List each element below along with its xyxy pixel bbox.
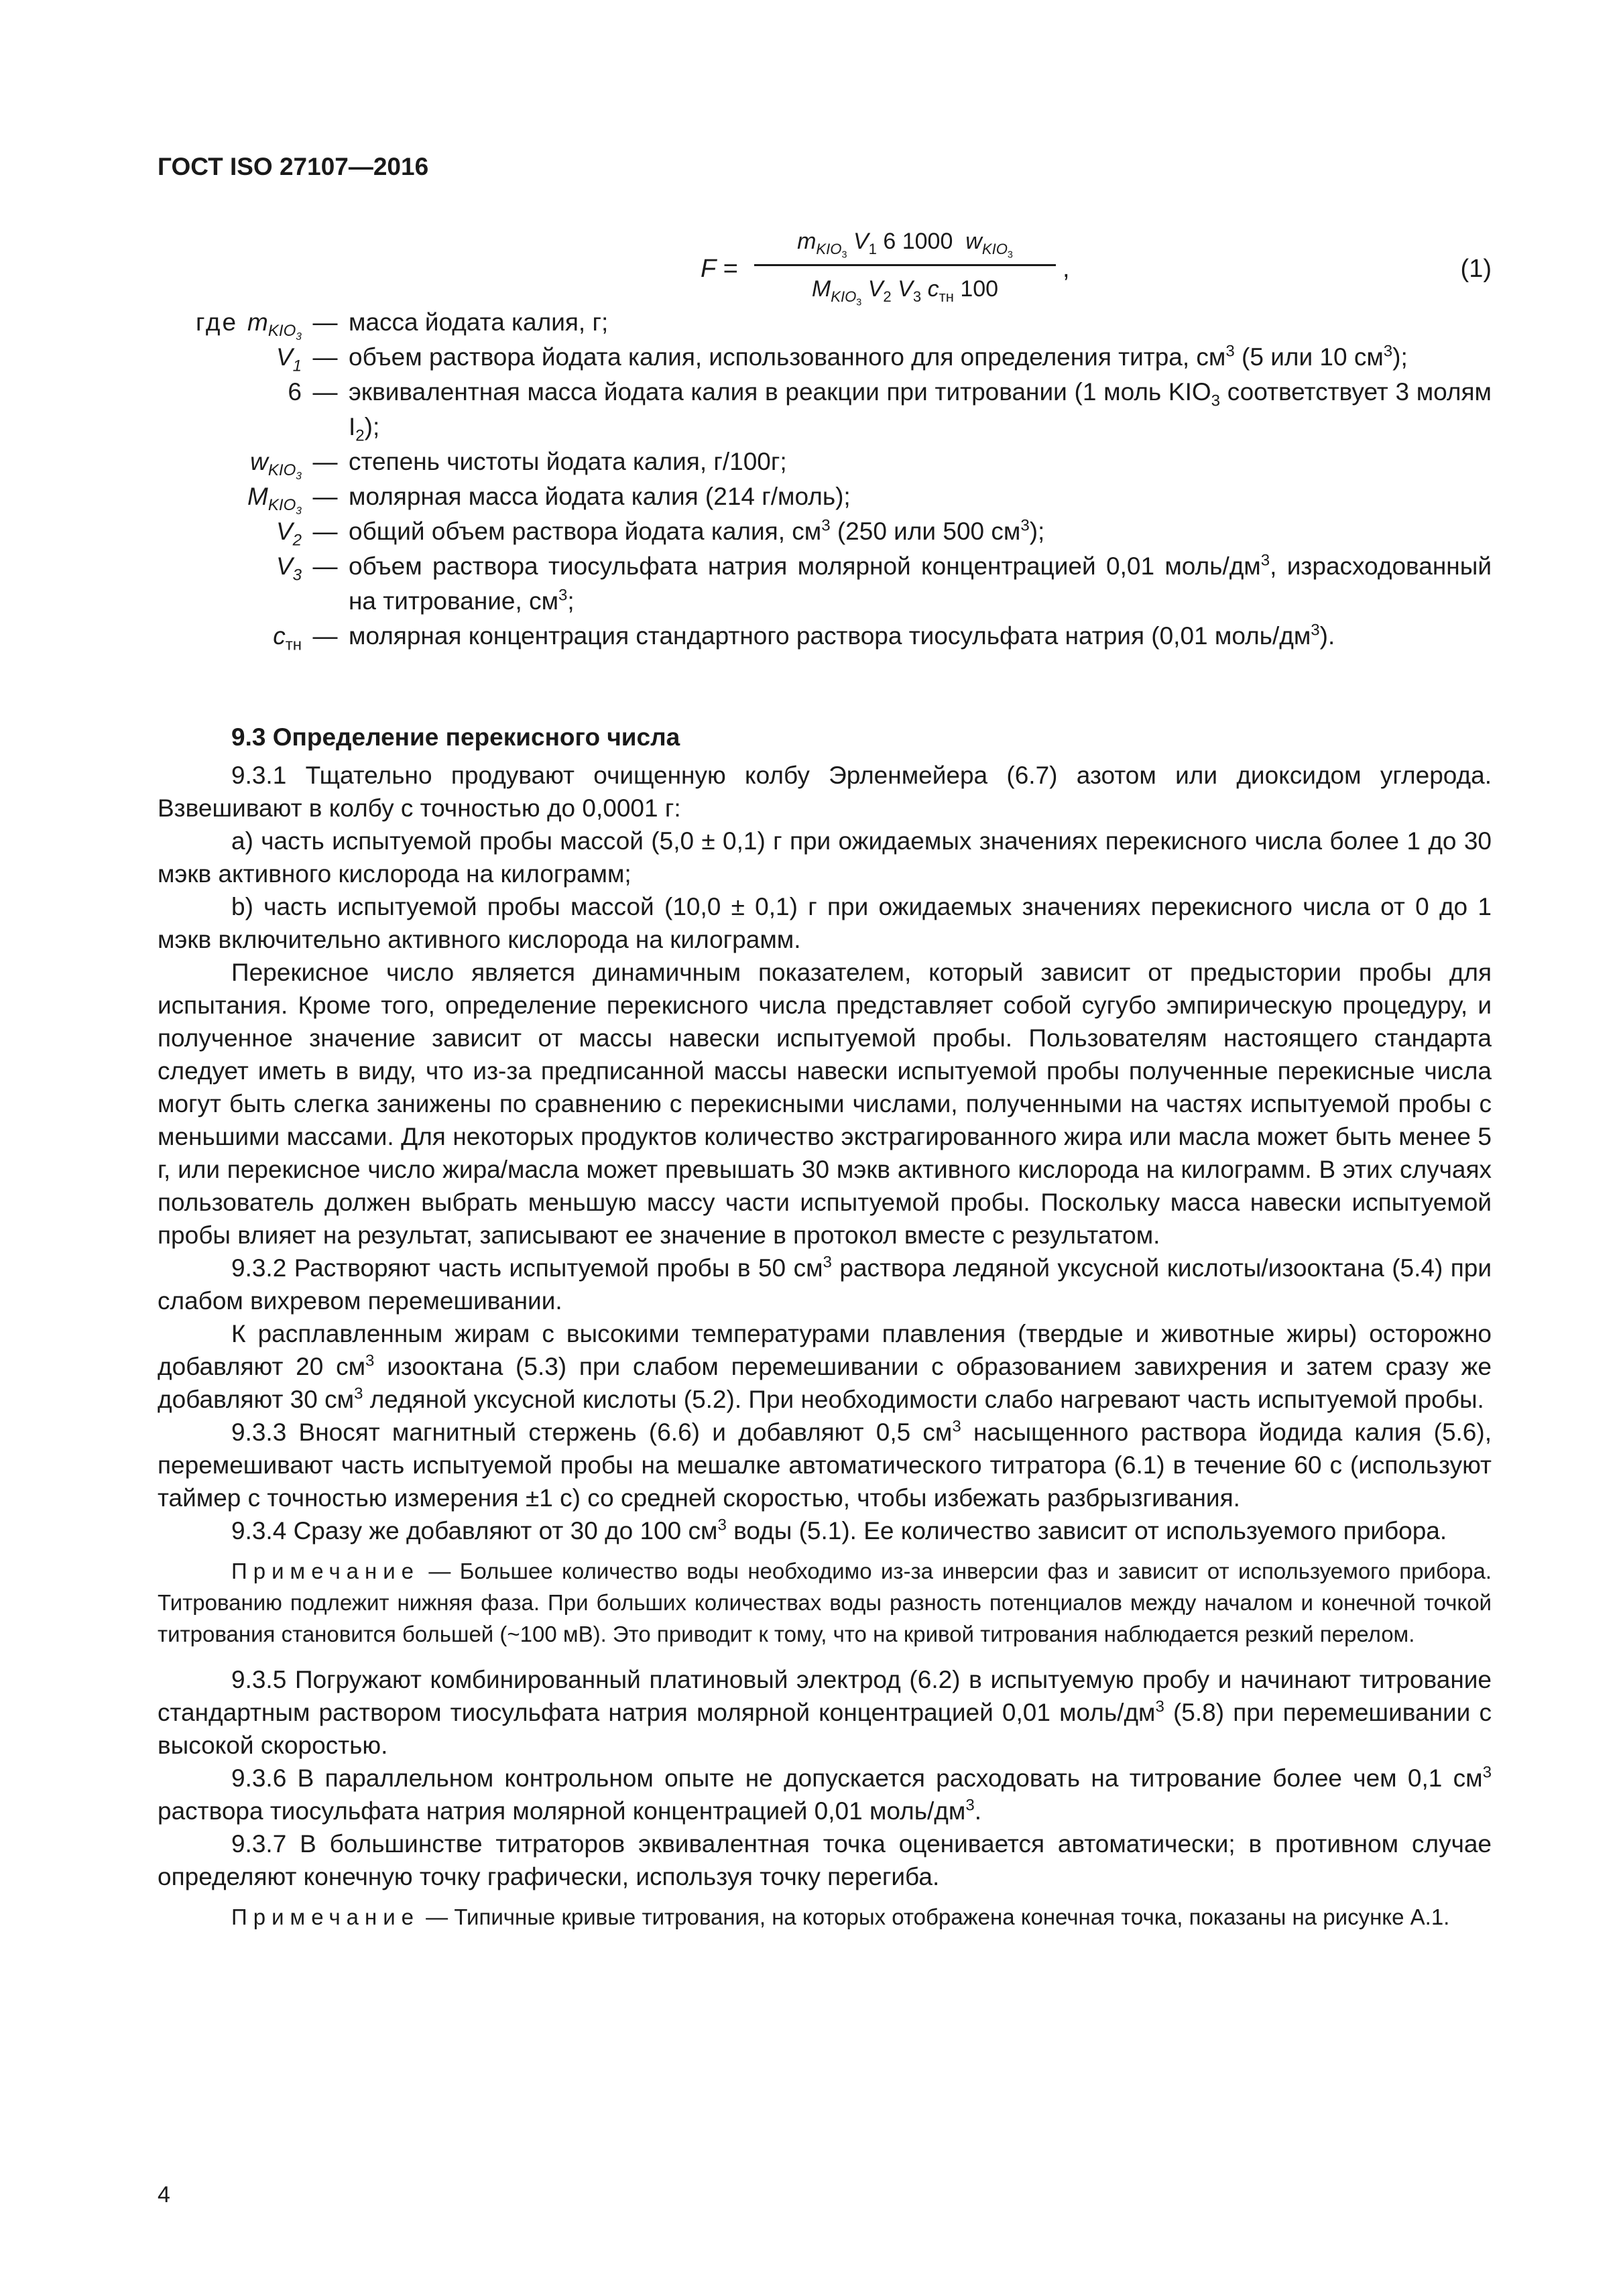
formula-numerator: $m_{KIO_3}$ $V_1$ 6 1000 $w_{KIO_3}$ [797, 229, 1013, 261]
note-label: Примечание [231, 1905, 420, 1929]
note-2: Примечание — Типичные кривые титрования, на которых отображена конечная точка, показаны на рисунке А.1. [231, 1905, 1450, 1929]
paragraph-melted-fats: К расплавленным жирам с высокими температурами плавления (твердые и животные жиры) осторожно добавляют 20 $см^3$ изооктана (5.3) при слабом перемешивании с образованием завихрения и затем сразу же добавляют 30 $см^3$ ледяной уксусной кислоты (5.2). При необходимости слабо нагревают часть испытуемой пробы. [158, 1320, 1492, 1413]
list-item-b: b) часть испытуемой пробы массой (10,0 ± 0,1) г при ожидаемых значениях перекисного числа от 0 до 1 мэкв включительно активного кислорода на килограмм. [158, 893, 1492, 953]
definition-text: объем раствора тиосульфата натрия молярной концентрацией 0,01 моль/$дм^3$, израсходованный на титрование, $см^3$; [349, 551, 1492, 615]
definition-row: $V_1$ — объем раствора йодата калия, использованного для определения титра, $см^3$ (5 или 10 $см^3$); [158, 340, 1492, 375]
definition-text: объем раствора йодата калия, использованного для определения титра, $см^3$ (5 или 10 $см^3$); [349, 342, 1408, 371]
formula-lhs: F = [701, 255, 738, 283]
page-number: 4 [158, 2182, 170, 2208]
definition-row: $c_{тн}$ — молярная концентрация стандартного раствора тиосульфата натрия (0,01 моль/$дм^3$). [158, 619, 1492, 654]
section-heading: 9.3 Определение перекисного числа [231, 723, 680, 751]
definition-text: степень чистоты йодата калия, г/100г; [349, 448, 787, 475]
variable-definitions [158, 305, 1492, 654]
paragraph-9-3-7: 9.3.7 В большинстве титраторов эквивалентная точка оценивается автоматически; в противном случае определяют конечную точку графически, используя точку перегиба. [158, 1830, 1492, 1890]
formula-comma: , [1063, 255, 1070, 283]
list-item-a: a) часть испытуемой пробы массой (5,0 ± 0,1) г при ожидаемых значениях перекисного числа более 1 до 30 мэкв активного кислорода на килограмм; [158, 827, 1492, 888]
equation-number: (1) [1460, 255, 1492, 283]
definition-row: 6 — эквивалентная масса йодата калия в реакции при титровании (1 моль $KIO_3$ соответствует 3 молям $I_2$); [158, 375, 1492, 444]
paragraph-9-3-1: 9.3.1 Тщательно продувают очищенную колбу Эрленмейера (6.7) азотом или диоксидом углерода. Взвешивают в колбу с точностью до 0,0001 г: [158, 762, 1492, 822]
definition-row: $V_3$ — объем раствора тиосульфата натрия молярной концентрацией 0,01 моль/$дм^3$, израсходованный на титрование, $см^3$; [158, 549, 1492, 619]
where-label: где [196, 308, 239, 336]
definition-text: эквивалентная масса йодата калия в реакции при титровании (1 моль $KIO_3$ соответствует 3 молям $I_2$); [349, 378, 1492, 445]
paragraph-9-3-6: 9.3.6 В параллельном контрольном опыте не допускается расходовать на титрование более чем 0,1 $см^3$ раствора тиосульфата натрия молярной концентрацией 0,01 моль/$дм^3$. [158, 1763, 1492, 1825]
paragraph-9-3-2: 9.3.2 Растворяют часть испытуемой пробы в 50 $см^3$ раствора ледяной уксусной кислоты/изооктана (5.4) при слабом вихревом перемешивании. [158, 1253, 1492, 1315]
note-1: Примечание — Большее количество воды необходимо из-за инверсии фаз и зависит от используемого прибора. Титрованию подлежит нижняя фаза. При больших количествах воды разность потенциалов между началом и конечной точкой титрования становится большей (~100 мВ). Это приводит к тому, что на кривой титрования наблюдается резкий перелом. [158, 1559, 1492, 1646]
document-header: ГОСТ ISO 27107—2016 [158, 153, 429, 180]
definition-text: общий объем раствора йодата калия, $см^3$ (250 или 500 $см^3$); [349, 516, 1045, 545]
formula-denominator: $M_{KIO_3}$ $V_2$ $V_3$ $c_{тн}$ 100 [811, 276, 999, 308]
paragraph-peroxide-dynamic: Перекисное число является динамичным показателем, который зависит от предыстории пробы для испытания. Кроме того, определение перекисного числа представляет собой сугубо эмпирическую процедуру, и полученное значение зависит от массы навески испытуемой пробы. Пользователям настоящего стандарта следует иметь в виду, что из-за предписанной массы навески испытуемой пробы полученные перекисные числа могут быть слегка занижены по сравнению с перекисными числами, полученными на частях испытуемой пробы с меньшими массами. Для некоторых продуктов количество экстрагированного жира или масла может быть менее 5 г, или перекисное число жира/масла может превышать 30 мэкв активного кислорода на килограмм. В этих случаях пользователь должен выбрать меньшую массу части испытуемой пробы. Поскольку масса навески испытуемой пробы влияет на результат, записывают ее значение в протокол вместе с результатом. [158, 959, 1492, 1249]
fraction-bar [754, 264, 1056, 266]
formula-fraction [754, 221, 1056, 309]
definition-text: молярная концентрация стандартного раствора тиосульфата натрия (0,01 моль/$дм^3$). [349, 621, 1335, 650]
definition-row: $M_{KIO_3}$ — молярная масса йодата калия (214 г/моль); [158, 479, 1492, 514]
paragraph-9-3-4: 9.3.4 Сразу же добавляют от 30 до 100 $см^3$ воды (5.1). Ее количество зависит от используемого прибора. [231, 1516, 1447, 1545]
note-label: Примечание [231, 1559, 420, 1583]
paragraph-9-3-5: 9.3.5 Погружают комбинированный платиновый электрод (6.2) в испытуемую пробу и начинают титрование стандартным раствором тиосульфата натрия молярной концентрацией 0,01 моль/$дм^3$ (5.8) при перемешивании с высокой скоростью. [158, 1666, 1492, 1759]
definition-text: масса йодата калия, г; [349, 308, 609, 336]
definition-text: молярная масса йодата калия (214 г/моль); [349, 483, 851, 510]
definition-row: где $m_{KIO_3}$ — масса йодата калия, г; [158, 305, 1492, 340]
definition-row: $V_2$ — общий объем раствора йодата калия, $см^3$ (250 или 500 $см^3$); [158, 514, 1492, 549]
paragraph-9-3-3: 9.3.3 Вносят магнитный стержень (6.6) и добавляют 0,5 $см^3$ насыщенного раствора йодида калия (5.6), перемешивают часть испытуемой пробы на мешалке автоматического титратора (6.1) в течение 60 с (используют таймер с точностью измерения ±1 с) со средней скоростью, чтобы избежать разбрызгивания. [158, 1417, 1492, 1512]
definition-row: $w_{KIO_3}$ — степень чистоты йодата калия, г/100г; [158, 444, 1492, 479]
section-9-3 [158, 721, 1492, 1946]
